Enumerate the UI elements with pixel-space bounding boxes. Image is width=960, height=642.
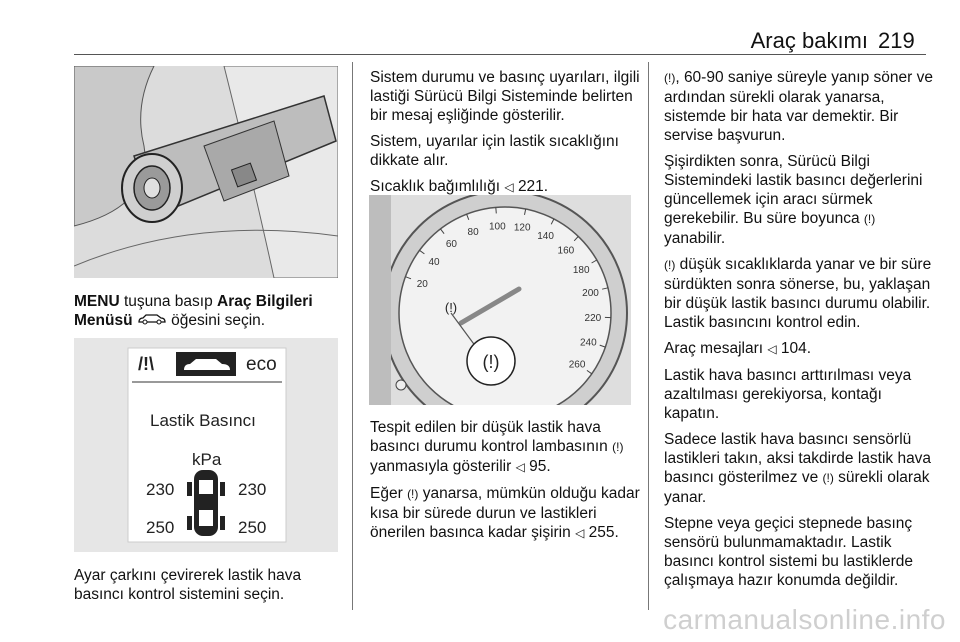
tire-pressure-display <box>74 338 338 552</box>
paragraph <box>664 68 934 145</box>
speed-tick-label: 240 <box>579 337 597 349</box>
menu-item-label: Araç Bilgileri Menüsü <box>74 293 313 329</box>
text-run: Şişirdikten sonra, Sürücü Bilgi Sistemindeki lastik basıncı değerlerini güncellemek için aracı sürmek gerekebilir. Bu süre boyunca <box>664 153 923 227</box>
speed-tick-mark <box>496 207 497 213</box>
instruction-paragraph <box>74 292 342 337</box>
screen-title: Lastik Basıncı <box>150 411 256 430</box>
paragraph: Stepne veya geçici stepnede basınç sensörü bulunmamaktadır. Lastik basıncı kontrol sistemi bu lastiklerde çalışmaya hazır konumda değildir. <box>664 515 913 589</box>
tire-rr-value: 250 <box>238 518 267 537</box>
instruction-paragraph <box>74 566 342 611</box>
text-run: öğesini seçin. <box>166 312 266 329</box>
reference-arrow-icon: ◁ <box>515 460 525 474</box>
page-reference: 221. <box>517 178 549 195</box>
speed-tick-label: 200 <box>582 288 599 300</box>
text-run: sürekli olarak yanar. <box>664 469 930 506</box>
paragraph <box>370 418 642 477</box>
speed-tick-label: 80 <box>467 227 479 238</box>
column-divider <box>352 62 353 610</box>
paragraph <box>370 484 642 543</box>
stalk-illustration <box>74 66 338 278</box>
reference-arrow-icon: ◁ <box>767 342 777 356</box>
page-number: 219 <box>878 28 915 53</box>
text-run: Tespit edilen bir düşük lastik hava basıncı durumu kontrol lambasının <box>370 419 613 455</box>
paragraph: Lastik hava basıncı arttırılması veya azaltılması gerekiyorsa, kontağı kapatın. <box>664 367 912 422</box>
speed-tick-label: 160 <box>557 245 575 257</box>
paragraph <box>370 177 640 197</box>
paragraph <box>664 152 934 248</box>
page-reference: 255. <box>588 524 619 541</box>
tpms-warning-icon: (!) <box>822 471 834 485</box>
page-reference: 95. <box>529 458 551 475</box>
speedometer-illustration <box>369 195 631 405</box>
text-column-2b <box>370 418 642 550</box>
tpms-warning-icon: (!) <box>863 212 876 226</box>
reference-arrow-icon: ◁ <box>504 180 514 194</box>
car-icon <box>137 313 167 325</box>
tire-fr-value: 230 <box>238 480 267 499</box>
text-run: yanabilir. <box>664 230 726 247</box>
text-run: yanarsa, mümkün olduğu kadar kısa bir sürede durun ve lastikleri önerilen basınca kadar şişirin <box>370 485 640 541</box>
tpms-warning-icon: (!) <box>407 487 419 501</box>
text-run: Ayar çarkını çevirerek lastik hava basıncı kontrol sistemini seçin. <box>74 567 302 603</box>
speed-tick-label: 120 <box>513 222 531 234</box>
speed-tick-label: 140 <box>537 230 554 242</box>
tpms-warning-icon: (!) <box>664 258 676 272</box>
paragraph: Sistem durumu ve basınç uyarıları, ilgili lastiği Sürücü Bilgi Sisteminde belirten bir mesaj eşliğinde gösterilir. <box>370 69 640 124</box>
text-run: Eğer <box>370 485 408 502</box>
speed-tick-label: 20 <box>416 278 428 290</box>
speed-tick-label: 60 <box>445 239 457 251</box>
speed-tick-label: 260 <box>568 359 586 371</box>
page-reference: 104. <box>780 340 812 357</box>
paragraph <box>664 339 934 359</box>
text-column-3 <box>664 68 934 597</box>
tire-fl-value: 230 <box>146 480 175 499</box>
text-run: Sıcaklık bağımlılığı <box>370 178 505 195</box>
text-run: Araç mesajları <box>664 340 768 357</box>
text-run: yanmasıyla gösterilir <box>370 458 516 475</box>
unit-label: kPa <box>192 450 222 469</box>
tpms-warning-icon: (!) <box>612 440 624 454</box>
tpms-warning-icon: (!) <box>664 71 676 85</box>
paragraph <box>664 255 934 332</box>
header-rule <box>74 54 926 55</box>
tpms-warning-icon: (!) <box>482 352 500 372</box>
tire-rl-value: 250 <box>146 518 175 537</box>
speed-tick-label: 40 <box>428 257 440 268</box>
menu-key-label: MENU <box>74 293 120 310</box>
text-run: , 60-90 saniye süreyle yanıp söner ve ardından sürekli olarak yanarsa, sistemde bir hata var demektir. Bir servise başvurun. <box>664 69 933 144</box>
eco-label: eco <box>246 354 277 375</box>
tpms-warning-icon: (!) <box>444 300 458 315</box>
svg-text:/!\: /!\ <box>138 354 154 374</box>
text-run: düşük sıcaklıklarda yanar ve bir süre sürdükten sonra sönerse, bu, yaklaşan bir düşük lastik basıncı durumu olabilir. Lastik basıncını kontrol edin. <box>664 256 932 331</box>
text-column-2 <box>370 68 640 204</box>
speed-tick-label: 220 <box>584 312 602 324</box>
text-run: tuşuna basıp <box>119 293 218 310</box>
chapter-title: Araç bakımı <box>750 28 868 53</box>
reference-arrow-icon: ◁ <box>575 526 585 540</box>
paragraph: Sistem, uyarılar için lastik sıcaklığını dikkate alır. <box>370 133 619 169</box>
text-run: Sadece lastik hava basıncı sensörlü lastikleri takın, aksi takdirde lastik hava basıncı gösterilmez ve <box>664 431 932 486</box>
speed-tick-label: 100 <box>488 221 506 233</box>
watermark: carmanualsonline.info <box>663 604 946 635</box>
paragraph <box>664 430 934 507</box>
speed-tick-label: 180 <box>572 265 590 276</box>
column-divider <box>648 62 649 610</box>
